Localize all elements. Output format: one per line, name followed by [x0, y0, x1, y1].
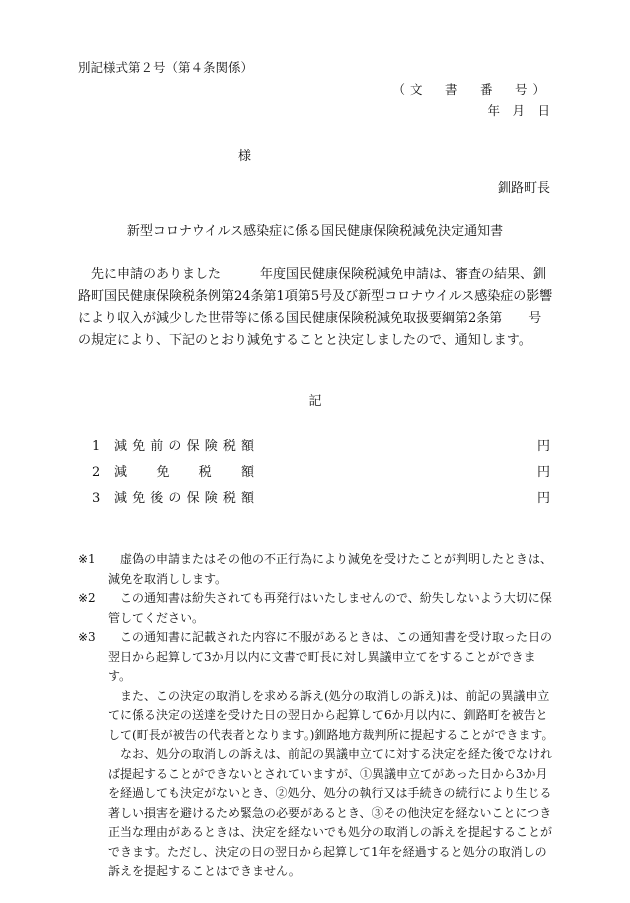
body-paragraph — [78, 264, 554, 352]
recipient: 様 — [238, 149, 252, 164]
item-number: 3 — [92, 491, 101, 507]
issue-date: 年 月 日 — [487, 103, 550, 118]
note-item — [78, 628, 554, 882]
item-number: 2 — [92, 465, 101, 481]
item-label: 減免税額 — [114, 465, 254, 481]
amount-row — [92, 486, 550, 512]
note-text: なお、処分の取消しの訴えは、前記の異議申立てに対する決定を経た後でなければ提起することができないとされていますが、①異議申立てがあった日から3か月を経過しても決定がないとき、②処分、処分の執行又は手続きの続行により生じる著しい損害を避けるため緊急の必要があるとき、③その他決定を経ないことにつき正当な理由があるときは、決定を経ないでも処分の取消しの訴えを提起することができます。ただし、決定の日の翌日から起算して1年を経過すると処分の取消しの訴えを提起することはできません。 — [108, 747, 553, 878]
note-mark: ※3 — [78, 630, 96, 644]
note-mark: ※1 — [78, 552, 96, 566]
note-mark: ※2 — [78, 591, 96, 605]
ki-heading: 記 — [308, 394, 322, 409]
item-label: 減免後の保険税額 — [114, 491, 254, 507]
note-text: また、この決定の取消しを求める訴え(処分の取消しの訴え)は、前記の異議申立てに係る決定の送達を受けた日の翌日から起算して6か月以内に、釧路町を被告として(町長が被告の代表者となります。)釧路地方裁判所に提起することができます。 — [108, 688, 554, 742]
item-unit: 円 — [536, 491, 550, 507]
item-number: 1 — [92, 439, 101, 455]
note-text: この通知書は紛失されても再発行はいたしませんので、紛失しないよう大切に保管してください。 — [108, 591, 552, 625]
body-text: 先に申請のありました 年度国民健康保険税減免申請は、審査の結果、釧路町国民健康保険税条例第24条第1項第5号及び新型コロナウイルス感染症の影響により収入が減少した世帯等に係る国民健康保険税減免取扱要綱第2条第 号の規定により、下記のとおり減免することと決定しましたので、通知します。 — [78, 267, 553, 348]
amount-row — [92, 434, 550, 460]
sender: 釧路町長 — [497, 181, 550, 196]
item-unit: 円 — [536, 439, 550, 455]
document-title: 新型コロナウイルス感染症に係る国民健康保険税減免決定通知書 — [126, 224, 504, 239]
note-item — [78, 589, 554, 628]
note-item — [78, 550, 554, 589]
note-text: この通知書に記載された内容に不服があるときは、この通知書を受け取った日の翌日から起算して3か月以内に文書で町長に対し異議申立てをすることができます。 — [108, 630, 553, 683]
form-number: 別記様式第２号（第４条関係） — [78, 60, 254, 75]
note-text: 虚偽の申請またはその他の不正行為により減免を受けたことが判明したときは、減免を取消しします。 — [108, 552, 553, 586]
item-unit: 円 — [536, 465, 550, 481]
item-label: 減免前の保険税額 — [114, 439, 254, 455]
amount-list — [92, 434, 550, 512]
document-number: （文 書 番 号） — [392, 82, 550, 97]
notes — [78, 550, 554, 882]
amount-row — [92, 460, 550, 486]
